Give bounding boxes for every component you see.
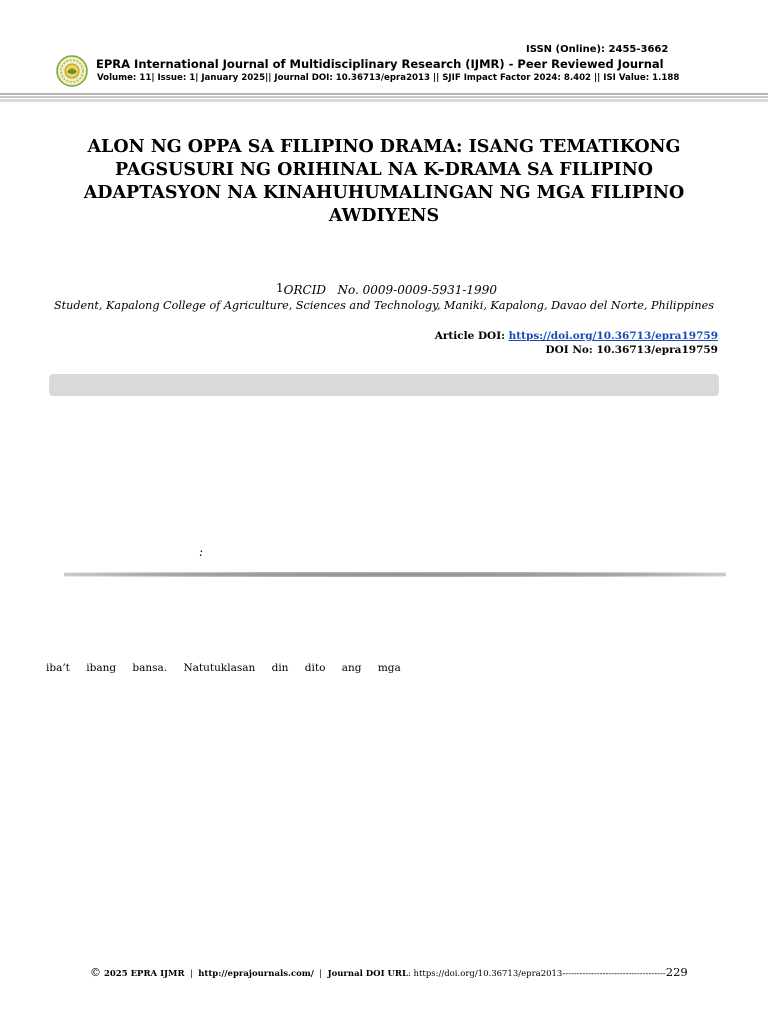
journal-name: EPRA International Journal of Multidisciplinary Research (IJMR) <box>96 57 505 71</box>
body-text-fragment: iba’t ibang bansa. Natutuklasan din dito ang mga <box>46 662 401 674</box>
author-affiliation: Student, Kapalong College of Agriculture, Sciences and Technology, Maniki, Kapalong, Davao del Norte, Philippines <box>54 299 714 312</box>
article-doi-label: Article DOI: <box>434 330 509 342</box>
article-title <box>40 136 728 228</box>
orcid-text: ORCID No. 0009-0009-5931-1990 <box>283 283 497 297</box>
journal-title <box>96 57 664 71</box>
page-number: 229 <box>665 965 688 979</box>
journal-peer-review: - Peer Reviewed Journal <box>504 57 664 71</box>
article-doi-link[interactable]: https://doi.org/10.36713/epra19759 <box>508 330 718 342</box>
doi-number: DOI No: 10.36713/epra19759 <box>545 344 718 356</box>
footer-doi-url: : https://doi.org/10.36713/epra2013 <box>407 969 563 979</box>
journal-meta: Volume: 11| Issue: 1| January 2025|| Journal DOI: 10.36713/epra2013 || SJIF Impact Factor 2024: 8.402 || ISI Value: 1.188 <box>97 73 680 83</box>
footer-site-link[interactable]: http://eprajournals.com/ <box>198 969 314 979</box>
author-orcid <box>276 281 497 297</box>
article-title-line: ALON NG OPPA SA FILIPINO DRAMA: ISANG TEMATIKONG <box>87 137 681 157</box>
article-title-line: AWDIYENS <box>328 206 440 226</box>
epra-logo-icon <box>56 55 88 87</box>
footer-doi-label: Journal DOI URL <box>327 969 408 979</box>
article-title-line: ADAPTASYON NA KINAHUHUMALINGAN NG MGA FILIPINO <box>83 183 685 203</box>
section-divider <box>64 572 726 577</box>
copyright-symbol: © <box>90 966 101 979</box>
footer-dashes: ------------------------------------ <box>562 969 666 979</box>
footer-separator: | <box>313 969 328 979</box>
article-title-line: PAGSUSURI NG ORIHINAL NA K-DRAMA SA FILIPINO <box>115 160 653 180</box>
author-number: 1 <box>276 281 284 295</box>
article-doi <box>435 330 718 342</box>
keywords-colon: : <box>199 545 204 559</box>
footer-copyright: 2025 EPRA IJMR <box>101 969 185 979</box>
footer-separator: | <box>184 969 199 979</box>
issn-text: ISSN (Online): 2455-3662 <box>526 44 669 55</box>
page-footer <box>90 965 688 979</box>
header-rule <box>0 93 768 102</box>
abstract-header-bar <box>49 374 719 396</box>
